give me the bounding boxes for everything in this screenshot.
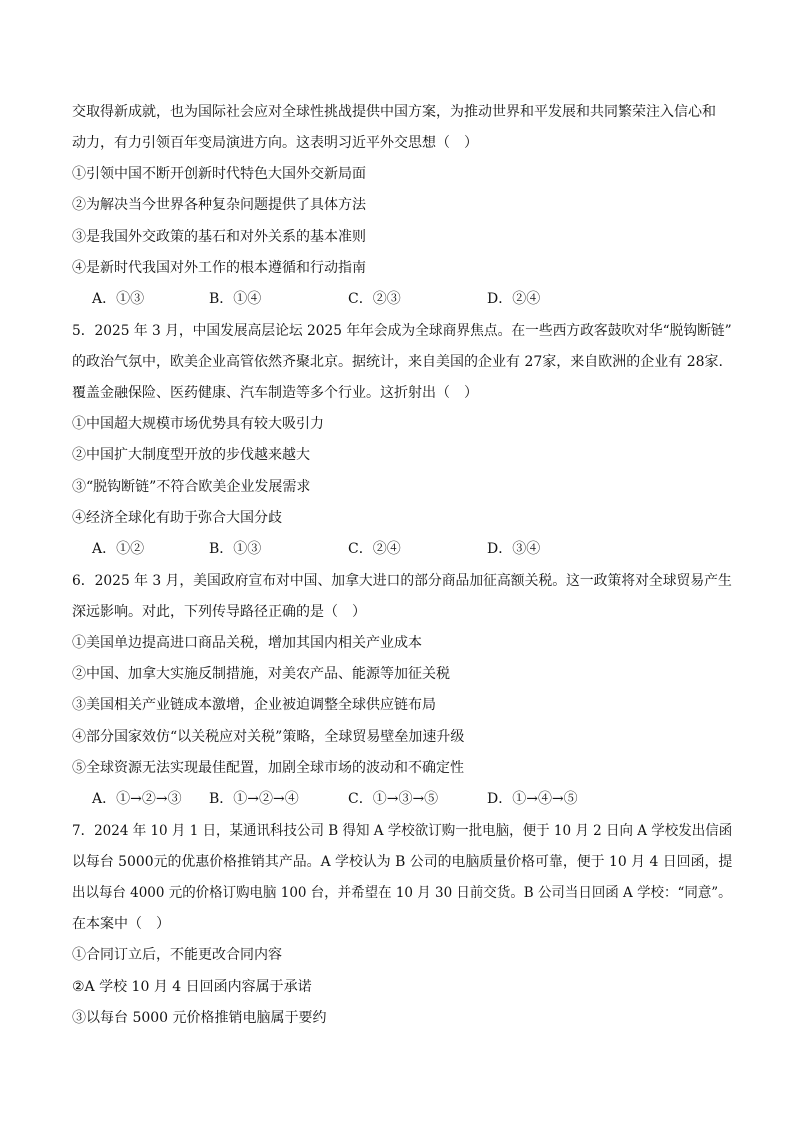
question-7-statement: ①合同订立后，不能更改合同内容 [72, 947, 282, 963]
option-c: C．②③ [348, 291, 401, 307]
question-5-statement: ③“脱钩断链”不符合欧美企业发展需求 [72, 479, 311, 495]
question-7-statement: ②A 学校 10 月 4 日回函内容属于承诺 [72, 979, 312, 995]
question-6-statement: ④部分国家效仿“以关税应对关税”策略，全球贸易壁垒加速升级 [72, 729, 465, 745]
option-a: A．①② [92, 541, 145, 557]
question-7-stem-line: 以每台 5000元的优惠价格推销其产品。A 学校认为 B 公司的电脑质量价格可靠，便于 10 月 4 日回函，提 [72, 854, 733, 870]
question-4-stem-line: 动力，有力引领百年变局演进方向。这表明习近平外交思想（ ） [72, 135, 478, 151]
question-5-statement: ②中国扩大制度型开放的步伐越来越大 [72, 447, 310, 463]
question-6-stem-line: 深远影响。对此，下列传导路径正确的是（ ） [72, 604, 366, 620]
option-d: D．①→④→⑤ [487, 791, 578, 807]
option-a: A．①③ [92, 291, 145, 307]
option-a: A．①→②→③ [92, 791, 182, 807]
question-6-stem-line: 6．2025 年 3 月，美国政府宣布对中国、加拿大进口的部分商品加征高额关税。这一政策将对全球贸易产生 [72, 573, 732, 589]
question-6-statement: ⑤全球资源无法实现最佳配置，加剧全球市场的波动和不确定性 [72, 760, 464, 776]
option-c: C．②④ [348, 541, 401, 557]
question-7-statement: ③以每台 5000 元价格推销电脑属于要约 [72, 1010, 327, 1026]
question-4-statement: ③是我国外交政策的基石和对外关系的基本准则 [72, 229, 366, 245]
question-7-stem-line: 7．2024 年 10 月 1 日，某通讯科技公司 B 得知 A 学校欲订购一批电脑，便于 10 月 2 日向 A 学校发出信函 [72, 823, 733, 839]
question-4-statement: ①引领中国不断开创新时代特色大国外交新局面 [72, 166, 366, 182]
option-b: B．①④ [209, 291, 262, 307]
option-d: D．③④ [487, 541, 541, 557]
question-5-stem-line: 的政治气氛中，欧美企业高管依然齐聚北京。据统计，来自美国的企业有 27家，来自欧洲的企业有 28家. [72, 354, 723, 370]
question-7-stem-line: 在本案中（ ） [72, 916, 170, 932]
question-5-stem-line: 覆盖金融保险、医药健康、汽车制造等多个行业。这折射出（ ） [72, 385, 478, 401]
option-c: C．①→③→⑤ [348, 791, 439, 807]
question-5-statement: ④经济全球化有助于弥合大国分歧 [72, 510, 282, 526]
question-4-statement: ②为解决当今世界各种复杂问题提供了具体方法 [72, 197, 366, 213]
option-b: B．①→②→④ [209, 791, 299, 807]
question-6-statement: ③美国相关产业链成本激增，企业被迫调整全球供应链布局 [72, 697, 436, 713]
question-7-stem-line: 出以每台 4000 元的价格订购电脑 100 台，并希望在 10 月 30 日前交货。B 公司当日回函 A 学校：“同意”。 [72, 885, 732, 901]
question-4-statement: ④是新时代我国对外工作的根本遵循和行动指南 [72, 260, 366, 276]
option-d: D．②④ [487, 291, 541, 307]
question-5-statement: ①中国超大规模市场优势具有较大吸引力 [72, 416, 324, 432]
question-6-statement: ②中国、加拿大实施反制措施，对美农产品、能源等加征关税 [72, 666, 450, 682]
question-5-stem-line: 5．2025 年 3 月，中国发展高层论坛 2025 年年会成为全球商界焦点。在一些西方政客鼓吹对华“脱钩断链” [72, 323, 732, 339]
option-b: B．①③ [209, 541, 262, 557]
question-6-statement: ①美国单边提高进口商品关税，增加其国内相关产业成本 [72, 635, 422, 651]
question-4-stem-line: 交取得新成就，也为国际社会应对全球性挑战提供中国方案，为推动世界和平发展和共同繁荣注入信心和 [72, 104, 716, 120]
